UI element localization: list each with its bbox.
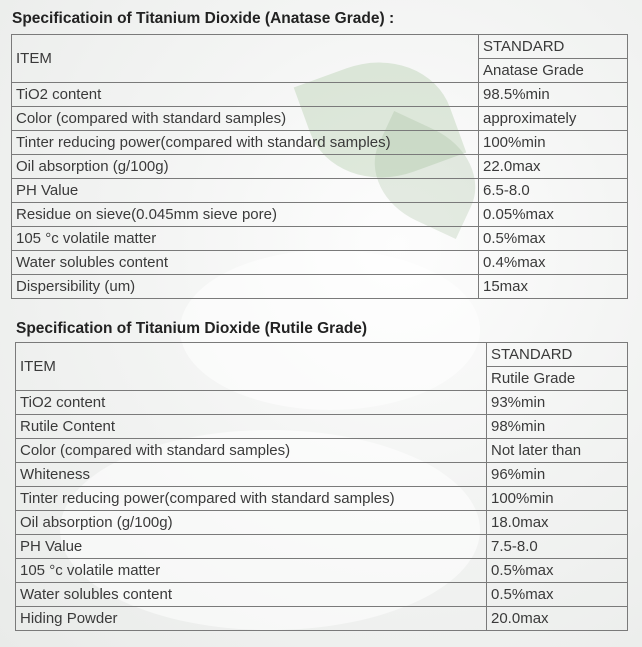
grade-header: Rutile Grade (487, 367, 628, 391)
value-cell: Not later than (487, 439, 628, 463)
item-cell: Water solubles content (12, 251, 479, 275)
table-row (12, 107, 628, 131)
table-row (16, 487, 628, 511)
table-row (16, 559, 628, 583)
table-row (16, 415, 628, 439)
table-row (16, 535, 628, 559)
item-cell: Tinter reducing power(compared with standard samples) (16, 487, 487, 511)
item-cell: Water solubles content (16, 583, 487, 607)
value-cell: 93%min (487, 391, 628, 415)
table-row (16, 439, 628, 463)
item-cell: 105 °c volatile matter (12, 227, 479, 251)
value-cell: 6.5-8.0 (479, 179, 628, 203)
item-cell: Rutile Content (16, 415, 487, 439)
item-cell: Oil absorption (g/100g) (16, 511, 487, 535)
value-cell: 15max (479, 275, 628, 299)
table-row (12, 227, 628, 251)
table-row (16, 607, 628, 631)
table-row (12, 251, 628, 275)
table-row (12, 179, 628, 203)
table-row (16, 511, 628, 535)
value-cell: 0.5%max (487, 559, 628, 583)
value-cell: 96%min (487, 463, 628, 487)
value-cell: 100%min (479, 131, 628, 155)
item-cell: TiO2 content (12, 83, 479, 107)
value-cell: 98.5%min (479, 83, 628, 107)
table-header-row (16, 343, 628, 367)
value-cell: 0.05%max (479, 203, 628, 227)
table-row (12, 131, 628, 155)
item-cell: Residue on sieve(0.045mm sieve pore) (12, 203, 479, 227)
table-row (16, 463, 628, 487)
item-cell: PH Value (16, 535, 487, 559)
value-cell: 0.4%max (479, 251, 628, 275)
table-row (12, 155, 628, 179)
table-row (12, 203, 628, 227)
item-cell: PH Value (12, 179, 479, 203)
value-cell: 7.5-8.0 (487, 535, 628, 559)
value-cell: 0.5%max (487, 583, 628, 607)
item-header: ITEM (12, 35, 479, 83)
rutile-spec-table (15, 342, 628, 631)
item-cell: TiO2 content (16, 391, 487, 415)
anatase-spec-table (11, 34, 628, 299)
table-row (12, 83, 628, 107)
value-cell: 18.0max (487, 511, 628, 535)
anatase-table-title: Specificatioin of Titanium Dioxide (Anatase Grade) : (12, 10, 395, 27)
standard-header: STANDARD (487, 343, 628, 367)
table-row (12, 275, 628, 299)
value-cell: 98%min (487, 415, 628, 439)
table-row (16, 583, 628, 607)
value-cell: 100%min (487, 487, 628, 511)
item-cell: Whiteness (16, 463, 487, 487)
table-row (16, 391, 628, 415)
item-cell: Color (compared with standard samples) (16, 439, 487, 463)
value-cell: approximately (479, 107, 628, 131)
value-cell: 22.0max (479, 155, 628, 179)
item-cell: Dispersibility (um) (12, 275, 479, 299)
value-cell: 0.5%max (479, 227, 628, 251)
item-header: ITEM (16, 343, 487, 391)
item-cell: Oil absorption (g/100g) (12, 155, 479, 179)
item-cell: Tinter reducing power(compared with standard samples) (12, 131, 479, 155)
item-cell: 105 °c volatile matter (16, 559, 487, 583)
table-header-row (12, 35, 628, 59)
item-cell: Hiding Powder (16, 607, 487, 631)
value-cell: 20.0max (487, 607, 628, 631)
standard-header: STANDARD (479, 35, 628, 59)
rutile-table-title: Specification of Titanium Dioxide (Rutile Grade) (16, 320, 368, 337)
grade-header: Anatase Grade (479, 59, 628, 83)
item-cell: Color (compared with standard samples) (12, 107, 479, 131)
